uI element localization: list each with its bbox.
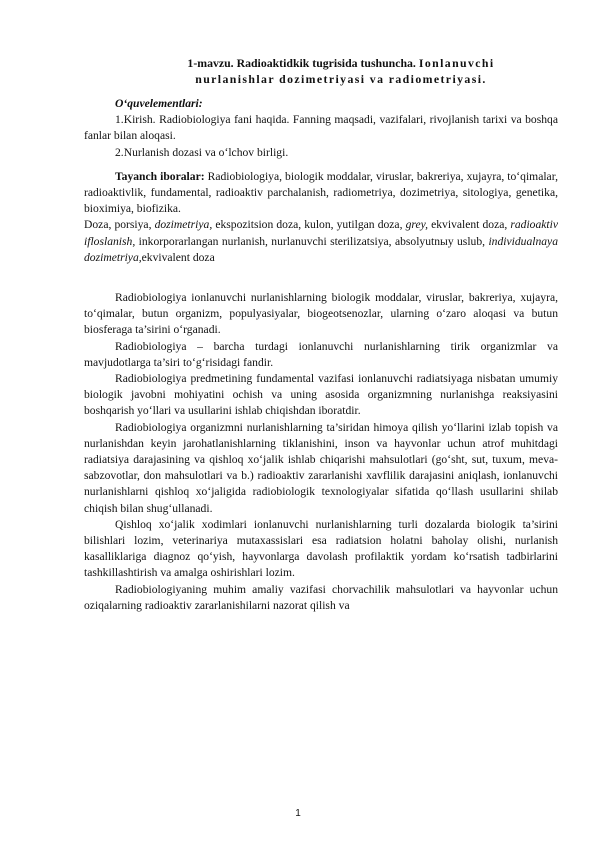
body-paragraph-5: Qishloq xo‘jalik xodimlari ionlanuvchi nurlanishlarning turli dozalarda biologik ta’sirini bilishlari lozim, veterinariya mutaxassislari esa radiatsion holatni baholay olishi, nurlanish kasalliklariga diagnoz qo‘yish, hayvonlarga davolash profilaktik yordam ko‘rsatish tadbirlarini tashkillashtirish va amalga oshirishlari lozim. <box>84 517 558 580</box>
body-paragraph-1: Radiobiologiya ionlanuvchi nurlanishlarning biologik moddalar, viruslar, bakreriya, xujayra, to‘qimalar, butun organizm, populyasiyalar, biogeotsenozlar, ularning o‘zaro aloqasi va butun biosferaga ta’sirini o‘rganadi. <box>84 291 558 337</box>
body-paragraph-4: Radiobiologiya organizmni nurlanishlarning ta’siridan himoya qilish yo‘llarini izlab topish va nurlanishdan keyin jarohatlanishlarning tiklanishini, inson va hayvonlar uchun atrof muhitdagi radiatsiya darajasining va qishloq xo‘jalik ishlab chiqarishi mahsulotlari (go‘sht, sut, tuxum, meva-sabzovotlar, don mahsulotlari va b.) radioaktiv zararlanishi xavflilik darajasini aniqlash, ionlanuvchi nurlanishlarni qishloq xo‘jaligida radiobiologik texnologiyalar sifatida qo‘llash usullarini shilab chiqish bilan shug‘ullanadi. <box>84 420 558 515</box>
body-paragraph-6: Radiobiologiyaning muhim amaliy vazifasi chorvachilik mahsulotlari va hayvonlar uchun oziqalarning radioaktiv zararlanishilarni nazorat qilish va <box>84 582 558 612</box>
page-number: 1 <box>295 808 301 819</box>
body-paragraph-3: Radiobiologiya predmetining fundamental vazifasi ionlanuvchi radiatsiyaga nisbatan umumiy biologik javobni mohiyatini ochish va uning asosida organizmning nurlanishga reaksiyasini boshqarish yo‘llari va usullarini ishlab chiqishdan iboratdir. <box>84 372 558 418</box>
term-italic: individualnaya dozimetriya, <box>84 234 559 264</box>
term: ekspozitsion doza, kulon, yutilgan doza, <box>215 218 403 232</box>
term-italic: grey, <box>405 218 429 232</box>
term: ekvivalent doza, <box>431 218 508 232</box>
keywords-label: Tayanch iboralar: <box>115 169 205 183</box>
plan-item-1: 1.Kirish. Radiobiologiya fani haqida. Fanning maqsadi, vazifalari, rivojlanish tarixi va boshqa fanlar bilan aloqasi. <box>84 113 558 143</box>
lecture-title <box>124 56 558 87</box>
body-paragraph-2: Radiobiologiya – barcha turdagi ionlanuvchi nurlanishlarning tirik organizmlar va mavjudotlarga ta’siri to‘g‘risidagi fandir. <box>84 339 558 369</box>
term-italic: dozimetriya, <box>154 218 213 232</box>
term-italic: radioaktiv ifloslanish, <box>84 218 559 248</box>
title-line-1 <box>124 56 558 72</box>
page-content <box>84 56 558 614</box>
title-line-2: nurlanishlar dozimetriyasi va radiometriyasi. <box>195 71 487 86</box>
keywords-paragraph <box>84 169 558 218</box>
term: ekvivalent doza <box>141 250 215 264</box>
title-topic-spaced: Ionlanuvchi <box>418 56 495 70</box>
keywords-terms <box>84 217 558 266</box>
plan-heading: O‘quvelementlari: <box>115 97 203 110</box>
term: Doza, porsiya, <box>84 218 152 232</box>
title-topic: 1-mavzu. Radioaktidkik tugrisida tushuncha. <box>187 56 416 70</box>
plan-item-2: 2.Nurlanish dozasi va o‘lchov birligi. <box>115 145 289 159</box>
keywords-text: Radiobiologiya, biologik moddalar, viruslar, bakreriya, xujayra, to‘qimalar, radioaktivlik, fundamental, radioaktiv parchalanish, radiometriya, dozimetriya, sitologiya, genetika, bioximiya, biofizika. <box>84 169 559 216</box>
term: inkorporarlangan nurlanish, nurlanuvchi sterilizatsiya, absolyutnыy uslub, <box>138 234 486 248</box>
